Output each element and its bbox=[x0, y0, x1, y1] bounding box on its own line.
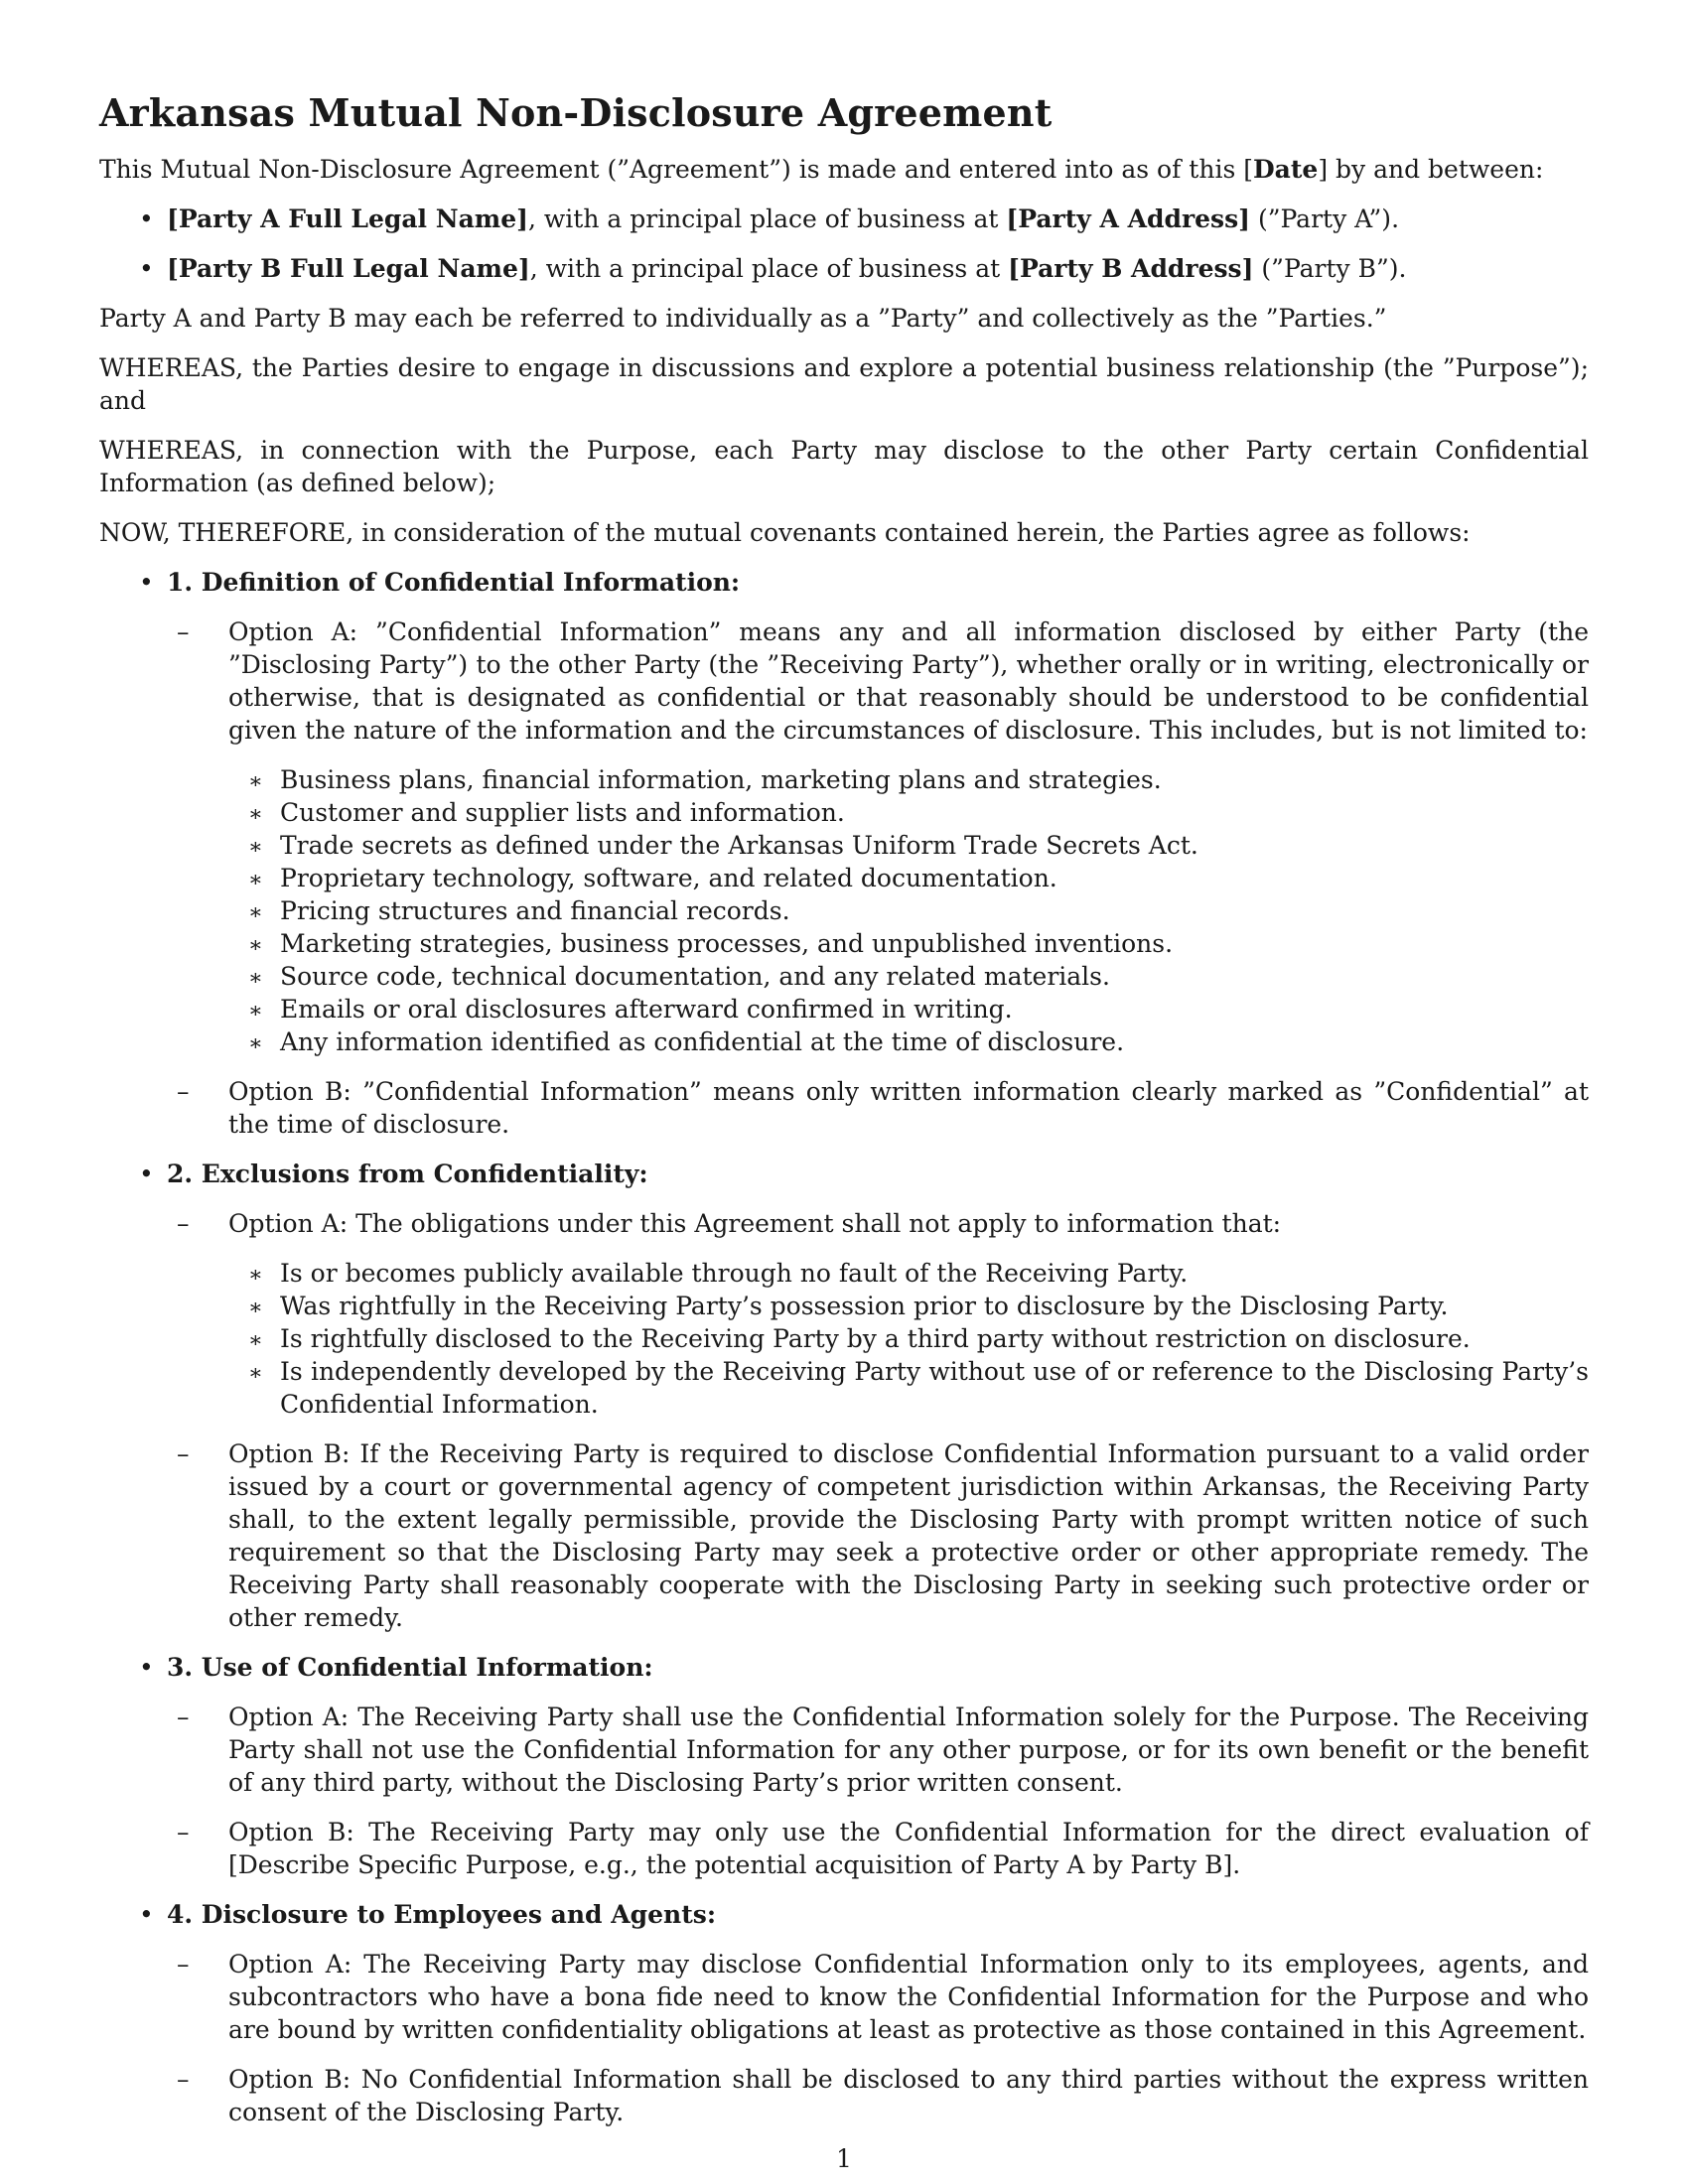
document-page bbox=[99, 89, 1589, 2145]
dash-icon: – bbox=[177, 1439, 190, 1468]
dash-icon: – bbox=[177, 617, 190, 646]
section-1-title: 1. Definition of Confidential Information: bbox=[167, 568, 741, 597]
whereas-disclosure-paragraph: WHEREAS, in connection with the Purpose, each Party may disclose to the other Party certain Confidential Information (as defined below); bbox=[99, 436, 1589, 497]
section-2-option-b bbox=[169, 1437, 1589, 1634]
list-item-text: Pricing structures and financial records. bbox=[280, 896, 790, 925]
list-item bbox=[228, 1257, 1589, 1290]
sections-list bbox=[99, 566, 1589, 2128]
list-item bbox=[228, 960, 1589, 993]
asterisk-icon: ∗ bbox=[248, 1263, 263, 1288]
section-4-option-a bbox=[169, 1948, 1589, 2046]
dash-icon: – bbox=[177, 1703, 190, 1731]
section-4-options bbox=[169, 1948, 1589, 2128]
list-item-text: Is or becomes publicly available through no fault of the Receiving Party. bbox=[280, 1259, 1189, 1288]
asterisk-icon: ∗ bbox=[248, 999, 263, 1024]
document-title: Arkansas Mutual Non-Disclosure Agreement bbox=[99, 90, 1053, 135]
section-2-options bbox=[169, 1207, 1589, 1634]
section-1-option-a-items bbox=[228, 763, 1589, 1058]
list-item-text: Emails or oral disclosures afterward confirmed in writing. bbox=[280, 995, 1013, 1024]
list-item-text: Source code, technical documentation, and any related materials. bbox=[280, 962, 1110, 991]
dash-icon: – bbox=[177, 2065, 190, 2094]
asterisk-icon: ∗ bbox=[248, 966, 263, 991]
list-item-text: Is independently developed by the Receiving Party without use of or reference to the Disclosing Party’s Confidential Information. bbox=[280, 1357, 1589, 1419]
section-2-title: 2. Exclusions from Confidentiality: bbox=[167, 1160, 648, 1188]
asterisk-icon: ∗ bbox=[248, 868, 263, 892]
list-item bbox=[228, 1290, 1589, 1322]
asterisk-icon: ∗ bbox=[248, 802, 263, 827]
party-a-item bbox=[99, 203, 1589, 235]
list-item-text: Trade secrets as defined under the Arkansas Uniform Trade Secrets Act. bbox=[280, 831, 1198, 860]
section-4-option-a-text: Option A: The Receiving Party may disclose Confidential Information only to its employees, agents, and subcontractors who have a bona fide need to know the Confidential Information for the Purpose and who are bound by written confidentiality obligations at least as protective as those contained in this Agreement. bbox=[228, 1950, 1589, 2044]
list-item-text: Any information identified as confidential at the time of disclosure. bbox=[280, 1027, 1125, 1056]
party-b-item bbox=[99, 252, 1589, 285]
list-item bbox=[228, 829, 1589, 862]
dash-icon: – bbox=[177, 1950, 190, 1979]
party-b-mid: , with a principal place of business at bbox=[529, 254, 1009, 283]
intro-text-post: ] by and between: bbox=[1318, 155, 1544, 184]
list-item-text: Is rightfully disclosed to the Receiving Party by a third party without restriction on disclosure. bbox=[280, 1324, 1471, 1353]
list-item-text: Customer and supplier lists and information. bbox=[280, 798, 845, 827]
party-b-suffix: (”Party B”). bbox=[1253, 254, 1407, 283]
whereas-purpose-paragraph: WHEREAS, the Parties desire to engage in discussions and explore a potential business relationship (the ”Purpose”); and bbox=[99, 353, 1589, 415]
asterisk-icon: ∗ bbox=[248, 1296, 263, 1320]
dash-icon: – bbox=[177, 1209, 190, 1238]
party-a-name: [Party A Full Legal Name] bbox=[167, 205, 528, 233]
bullet-icon: • bbox=[139, 1160, 154, 1188]
asterisk-icon: ∗ bbox=[248, 1031, 263, 1056]
party-a-suffix: (”Party A”). bbox=[1250, 205, 1400, 233]
intro-text-pre: This Mutual Non-Disclosure Agreement (”Agreement”) is made and entered into as of this [ bbox=[99, 155, 1253, 184]
section-3-option-a-text: Option A: The Receiving Party shall use the Confidential Information solely for the Purpose. The Receiving Party shall not use the Confidential Information for any other purpose, or for its own benefit or the benefit of any third party, without the Disclosing Party’s prior written consent. bbox=[228, 1703, 1589, 1797]
dash-icon: – bbox=[177, 1077, 190, 1106]
bullet-icon: • bbox=[139, 1900, 154, 1929]
section-3-title: 3. Use of Confidential Information: bbox=[167, 1653, 653, 1682]
section-3-option-b-text: Option B: The Receiving Party may only use the Confidential Information for the direct evaluation of [Describe Specific Purpose, e.g., the potential acquisition of Party A by Party B]. bbox=[228, 1818, 1589, 1879]
list-item bbox=[228, 1355, 1589, 1421]
list-item bbox=[228, 796, 1589, 829]
list-item-text: Business plans, financial information, marketing plans and strategies. bbox=[280, 765, 1162, 794]
asterisk-icon: ∗ bbox=[248, 769, 263, 794]
list-item bbox=[228, 763, 1589, 796]
list-item-text: Marketing strategies, business processes, and unpublished inventions. bbox=[280, 929, 1174, 958]
section-2-option-a bbox=[169, 1207, 1589, 1421]
section-2 bbox=[99, 1158, 1589, 1634]
page-number: 1 bbox=[836, 2144, 852, 2173]
asterisk-icon: ∗ bbox=[248, 933, 263, 958]
intro-date-placeholder: Date bbox=[1252, 155, 1319, 184]
list-item-text: Proprietary technology, software, and related documentation. bbox=[280, 864, 1057, 892]
section-2-option-a-text: Option A: The obligations under this Agreement shall not apply to information that: bbox=[228, 1209, 1282, 1238]
list-item bbox=[228, 862, 1589, 894]
section-3-option-a bbox=[169, 1701, 1589, 1799]
bullet-icon: • bbox=[139, 1653, 154, 1682]
section-1-option-b-text: Option B: ”Confidential Information” means only written information clearly marked as ”Confidential” at the time of disclosure. bbox=[228, 1077, 1589, 1139]
list-item bbox=[228, 894, 1589, 927]
party-a-mid: , with a principal place of business at bbox=[528, 205, 1007, 233]
section-1-option-b bbox=[169, 1075, 1589, 1141]
party-a-address: [Party A Address] bbox=[1006, 205, 1250, 233]
list-item bbox=[228, 1025, 1589, 1058]
party-b-name: [Party B Full Legal Name] bbox=[167, 254, 530, 283]
party-list bbox=[99, 203, 1589, 285]
parties-definition-paragraph: Party A and Party B may each be referred to individually as a ”Party” and collectively as the ”Parties.” bbox=[99, 304, 1387, 333]
section-3-option-b bbox=[169, 1816, 1589, 1881]
asterisk-icon: ∗ bbox=[248, 900, 263, 925]
asterisk-icon: ∗ bbox=[248, 1328, 263, 1353]
section-4-option-b bbox=[169, 2063, 1589, 2128]
section-1-option-a-text: Option A: ”Confidential Information” means any and all information disclosed by either Party (the ”Disclosing Party”) to the other Party (the ”Receiving Party”), whether orally or in writing, electronically or otherwise, that is designated as confidential or that reasonably should be understood to be confidential given the nature of the information and the circumstances of disclosure. This includes, but is not limited to: bbox=[228, 617, 1589, 745]
bullet-icon: • bbox=[139, 568, 154, 597]
section-1 bbox=[99, 566, 1589, 1141]
section-2-option-b-text: Option B: If the Receiving Party is required to disclose Confidential Information pursuant to a valid order issued by a court or governmental agency of competent jurisdiction within Arkansas, the Receiving Party shall, to the extent legally permissible, provide the Disclosing Party with prompt written notice of such requirement so that the Disclosing Party may seek a protective order or other appropriate remedy. The Receiving Party shall reasonably cooperate with the Disclosing Party in seeking such protective order or other remedy. bbox=[228, 1439, 1589, 1632]
dash-icon: – bbox=[177, 1818, 190, 1846]
asterisk-icon: ∗ bbox=[248, 1361, 263, 1386]
asterisk-icon: ∗ bbox=[248, 835, 263, 860]
list-item bbox=[228, 993, 1589, 1025]
section-4-title: 4. Disclosure to Employees and Agents: bbox=[167, 1900, 717, 1929]
section-1-option-a bbox=[169, 615, 1589, 1058]
section-2-option-a-items bbox=[228, 1257, 1589, 1421]
now-therefore-paragraph: NOW, THEREFORE, in consideration of the mutual covenants contained herein, the Parties agree as follows: bbox=[99, 518, 1471, 547]
list-item-text: Was rightfully in the Receiving Party’s possession prior to disclosure by the Disclosing Party. bbox=[280, 1292, 1449, 1320]
section-3-options bbox=[169, 1701, 1589, 1881]
list-item bbox=[228, 1322, 1589, 1355]
bullet-icon: • bbox=[139, 205, 154, 233]
section-4-option-b-text: Option B: No Confidential Information shall be disclosed to any third parties without the express written consent of the Disclosing Party. bbox=[228, 2065, 1589, 2126]
bullet-icon: • bbox=[139, 254, 154, 283]
party-b-address: [Party B Address] bbox=[1008, 254, 1254, 283]
section-3 bbox=[99, 1651, 1589, 1881]
section-4 bbox=[99, 1898, 1589, 2128]
section-1-options bbox=[169, 615, 1589, 1141]
list-item bbox=[228, 927, 1589, 960]
intro-paragraph bbox=[99, 153, 1589, 186]
